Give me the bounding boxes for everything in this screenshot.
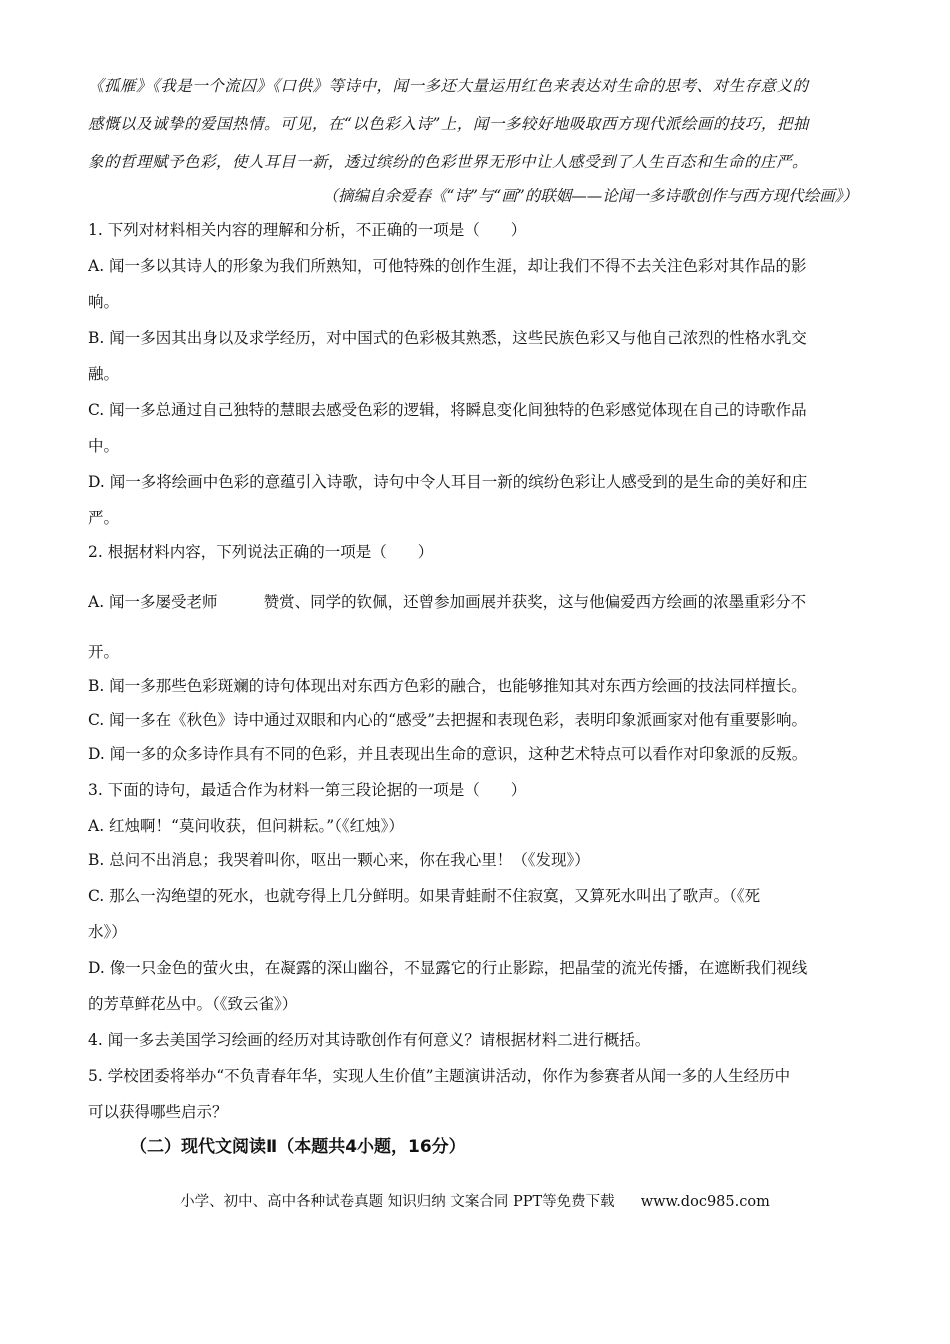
q3-option-d-line2: 的芳草鲜花丛中。（《致云雀》） bbox=[88, 995, 298, 1013]
q1-option-b-line2: 融。 bbox=[88, 365, 120, 383]
q3-option-b: B. 总问不出消息；我哭着叫你，呕出一颗心来，你在我心里！（《发现》） bbox=[88, 851, 590, 869]
q3-stem: 3. 下面的诗句，最适合作为材料一第三段论据的一项是（ ） bbox=[88, 781, 527, 799]
q1-stem: 1. 下列对材料相关内容的理解和分析，不正确的一项是（ ） bbox=[88, 221, 527, 239]
q1-option-d-line1: D. 闻一多将绘画中色彩的意蕴引入诗歌，诗句中令人耳目一新的缤纷色彩让人感受到的是生命的美好和庄 bbox=[88, 473, 808, 491]
q1-option-a-line1: A. 闻一多以其诗人的形象为我们所熟知，可他特殊的创作生涯，却让我们不得不去关注色彩对其作品的影 bbox=[88, 257, 807, 275]
page-footer bbox=[0, 1192, 950, 1212]
q5-stem-line2: 可以获得哪些启示？ bbox=[88, 1103, 228, 1121]
q3-option-a: A. 红烛啊！“莫问收获，但问耕耘。”（《红烛》） bbox=[88, 817, 404, 835]
q1-option-d-line2: 严。 bbox=[88, 509, 120, 527]
passage-source: （摘编自余爱春《“诗”与“画”的联姻——论闻一多诗歌创作与西方现代绘画》） bbox=[322, 187, 858, 205]
q5-stem-line1: 5. 学校团委将举办“不负青春年华，实现人生价值”主题演讲活动，你作为参赛者从闻一多的人生经历中 bbox=[88, 1067, 791, 1085]
q1-option-b-line1: B. 闻一多因其出身以及求学经历，对中国式的色彩极其熟悉，这些民族色彩又与他自己浓烈的性格水乳交 bbox=[88, 329, 807, 347]
q4-stem: 4. 闻一多去美国学习绘画的经历对其诗歌创作有何意义？请根据材料二进行概括。 bbox=[88, 1031, 651, 1049]
q1-option-c-line2: 中。 bbox=[88, 437, 120, 455]
footer-site-link[interactable]: www.doc985.com bbox=[640, 1194, 770, 1210]
q2-option-d: D. 闻一多的众多诗作具有不同的色彩，并且表现出生命的意识，这种艺术特点可以看作对印象派的反叛。 bbox=[88, 745, 808, 763]
q1-option-a-line2: 响。 bbox=[88, 293, 120, 311]
q2-option-a-part2: 赞赏、同学的钦佩，还曾参加画展并获奖，这与他偏爱西方绘画的浓墨重彩分不 bbox=[263, 593, 807, 611]
passage-line-2: 感慨以及诚挚的爱国热情。可见，在“以色彩入诗”上，闻一多较好地吸取西方现代派绘画的技巧，把抽 bbox=[88, 115, 809, 133]
section-heading: （二）现代文阅读Ⅱ（本题共4小题，16分） bbox=[130, 1137, 466, 1157]
footer-text: 小学、初中、高中各种试卷真题 知识归纳 文案合同 PPT等免费下载 bbox=[180, 1194, 615, 1210]
q3-option-c-line2: 水》） bbox=[88, 923, 127, 941]
q2-option-c: C. 闻一多在《秋色》诗中通过双眼和内心的“感受”去把握和表现色彩，表明印象派画家对他有重要影响。 bbox=[88, 711, 808, 729]
q2-option-b: B. 闻一多那些色彩斑斓的诗句体现出对东西方色彩的融合，也能够推知其对东西方绘画的技法同样擅长。 bbox=[88, 677, 807, 695]
q2-stem: 2. 根据材料内容，下列说法正确的一项是（ ） bbox=[88, 543, 434, 561]
q2-option-a-part1: A. 闻一多屡受老师 bbox=[88, 593, 218, 611]
passage-line-1: 《孤雁》《我是一个流囚》《口供》等诗中，闻一多还大量运用红色来表达对生命的思考、对生存意义的 bbox=[88, 77, 809, 95]
q3-option-c-line1: C. 那么一沟绝望的死水，也就夸得上几分鲜明。如果青蛙耐不住寂寞，又算死水叫出了歌声。（《死 bbox=[88, 887, 761, 905]
q3-option-d-line1: D. 像一只金色的萤火虫，在凝露的深山幽谷，不显露它的行止影踪，把晶莹的流光传播，在遮断我们视线 bbox=[88, 959, 808, 977]
q2-option-a-line2: 开。 bbox=[88, 643, 120, 661]
passage-line-3: 象的哲理赋予色彩，使人耳目一新，透过缤纷的色彩世界无形中让人感受到了人生百态和生命的庄严。 bbox=[88, 153, 809, 171]
q1-option-c-line1: C. 闻一多总通过自己独特的慧眼去感受色彩的逻辑，将瞬息变化间独特的色彩感觉体现在自己的诗歌作品 bbox=[88, 401, 807, 419]
q2-option-a-line1 bbox=[88, 592, 868, 612]
